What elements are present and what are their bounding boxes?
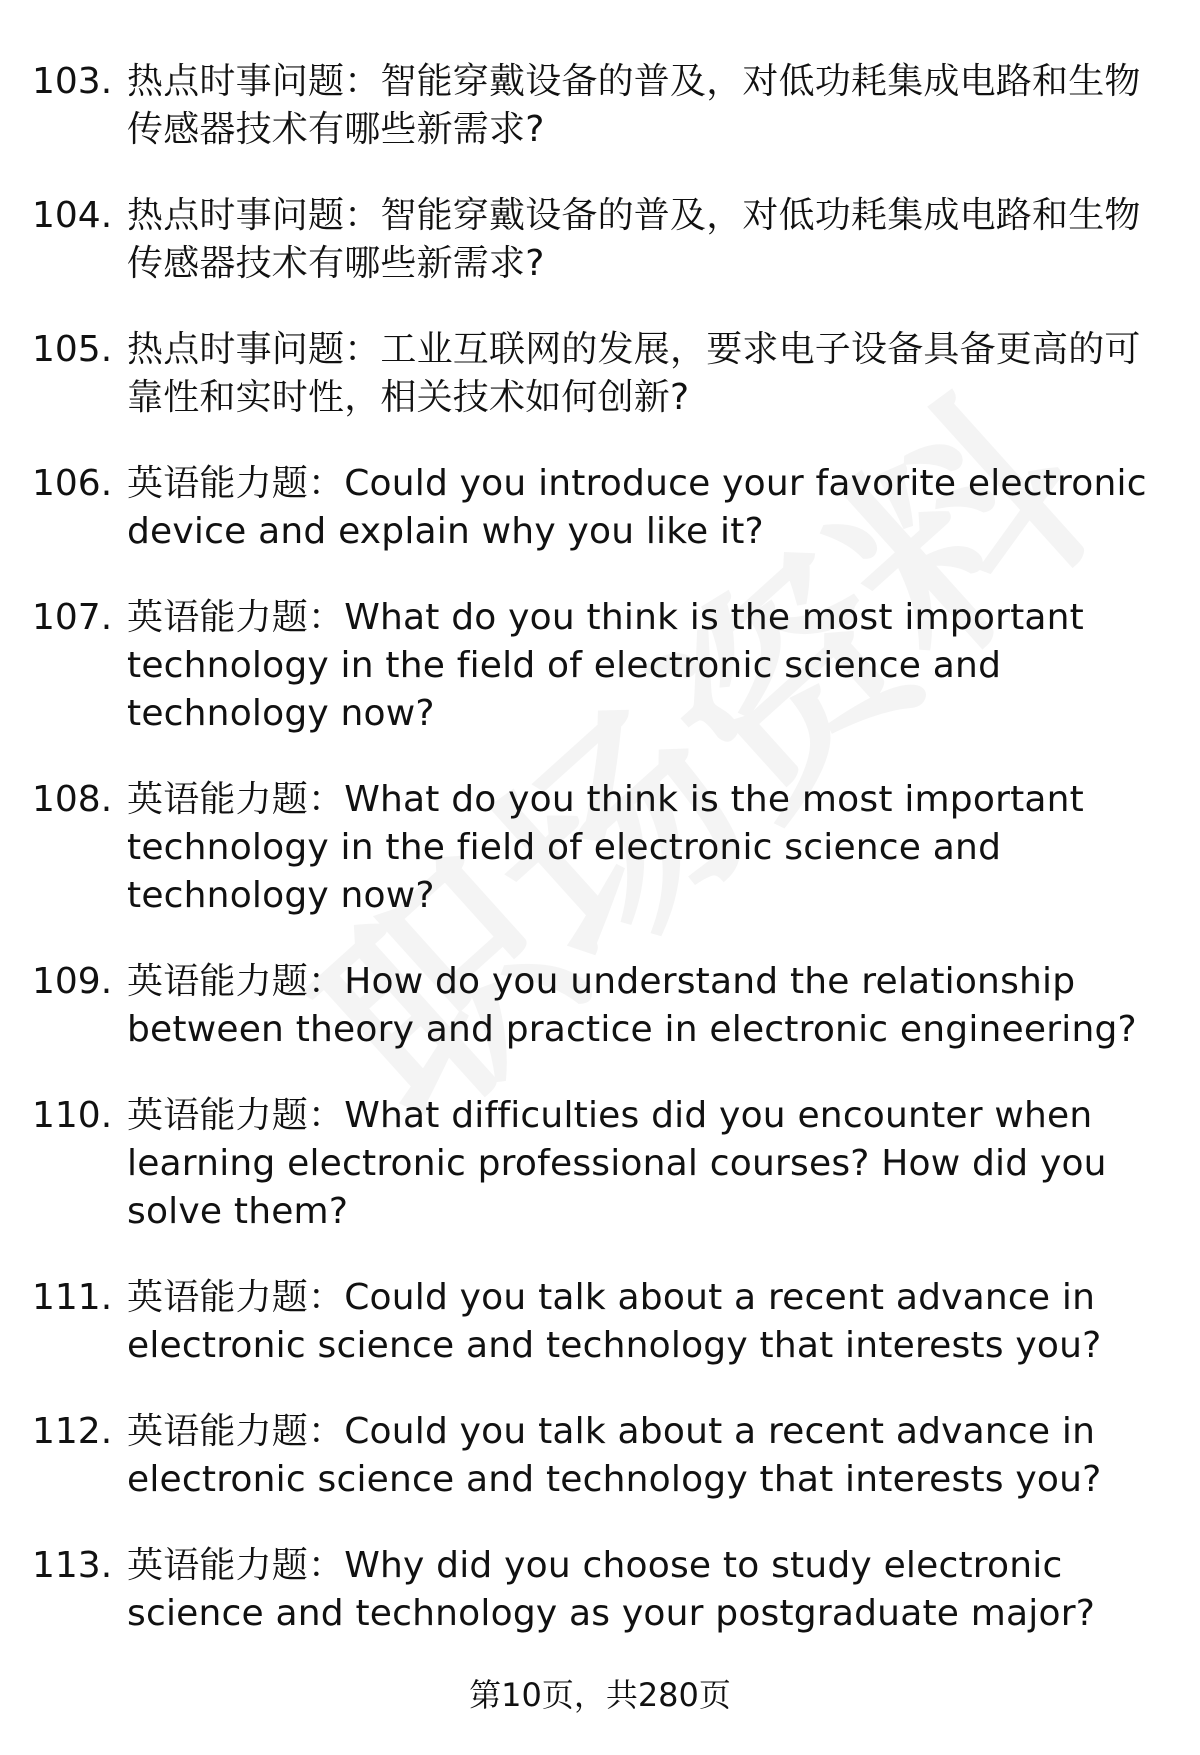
question-item	[32, 460, 1162, 556]
question-number: 108.	[32, 779, 113, 820]
question-number: 110.	[32, 1095, 113, 1136]
question-item	[32, 776, 1162, 920]
question-text: 热点时事问题：工业互联网的发展，要求电子设备具备更高的可靠性和实时性，相关技术如何创新?	[127, 329, 1141, 418]
page-number-footer: 第10页，共280页	[469, 1676, 731, 1714]
question-text: 英语能力题：Could you introduce your favorite electronic device and explain why you like it?	[127, 463, 1147, 552]
question-text: 英语能力题：Could you talk about a recent advance in electronic science and technology that interests you?	[127, 1277, 1102, 1366]
question-item	[32, 594, 1162, 738]
question-item	[32, 1408, 1162, 1504]
question-item	[32, 1542, 1162, 1638]
question-text: 英语能力题：Why did you choose to study electronic science and technology as your postgraduate major?	[127, 1545, 1096, 1634]
question-text: 热点时事问题：智能穿戴设备的普及，对低功耗集成电路和生物传感器技术有哪些新需求?	[127, 61, 1141, 150]
question-text: 英语能力题：Could you talk about a recent advance in electronic science and technology that interests you?	[127, 1411, 1102, 1500]
question-number: 112.	[32, 1411, 113, 1452]
question-item	[32, 958, 1162, 1054]
question-number: 111.	[32, 1277, 113, 1318]
question-number: 109.	[32, 961, 113, 1002]
question-text: 热点时事问题：智能穿戴设备的普及，对低功耗集成电路和生物传感器技术有哪些新需求?	[127, 195, 1141, 284]
question-number: 113.	[32, 1545, 113, 1586]
question-item	[32, 192, 1162, 288]
question-item	[32, 58, 1162, 154]
question-number: 107.	[32, 597, 113, 638]
question-item	[32, 1092, 1162, 1236]
question-text: 英语能力题：What difficulties did you encounter when learning electronic professional courses? How did you solve them?	[127, 1095, 1107, 1232]
question-text: 英语能力题：What do you think is the most important technology in the field of electronic science and technology now?	[127, 779, 1084, 916]
question-list	[32, 58, 1162, 1676]
question-item	[32, 1274, 1162, 1370]
question-number: 104.	[32, 195, 113, 236]
question-text: 英语能力题：What do you think is the most important technology in the field of electronic science and technology now?	[127, 597, 1084, 734]
question-number: 103.	[32, 61, 113, 102]
question-number: 105.	[32, 329, 113, 370]
question-text: 英语能力题：How do you understand the relationship between theory and practice in electronic engineering?	[127, 961, 1137, 1050]
question-item	[32, 326, 1162, 422]
question-number: 106.	[32, 463, 113, 504]
